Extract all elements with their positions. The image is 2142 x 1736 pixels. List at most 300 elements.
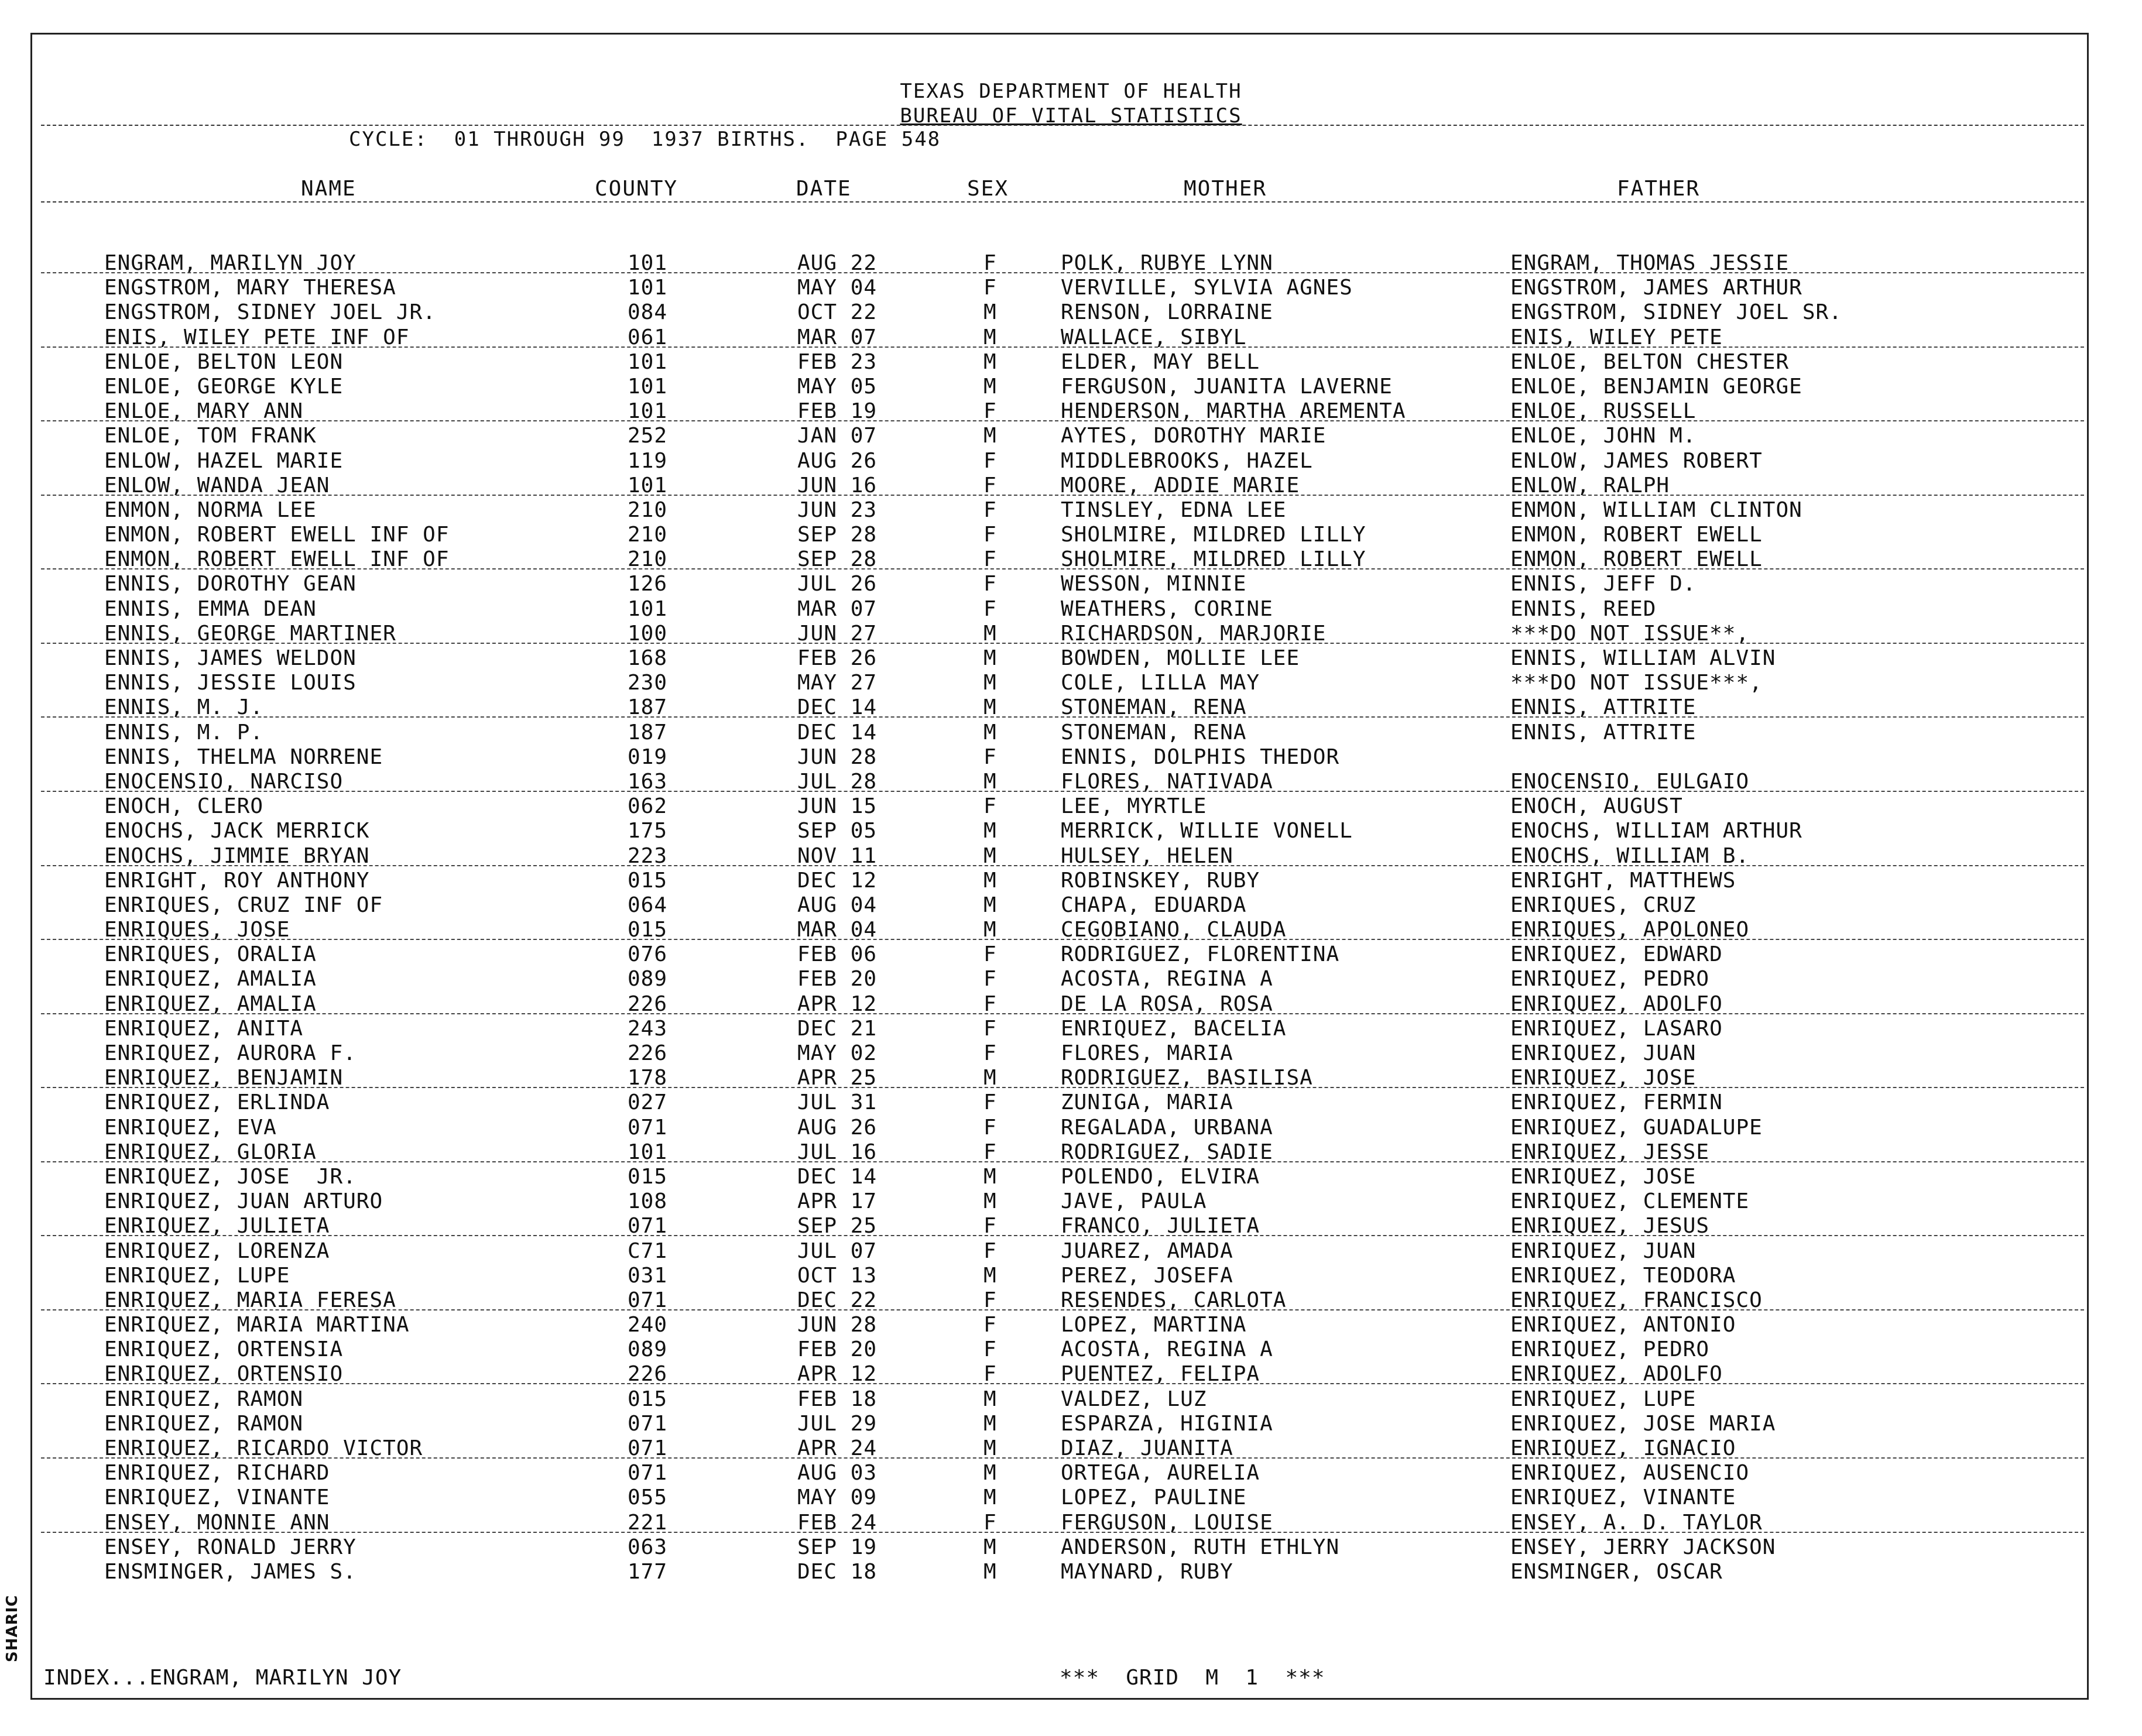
table-row (0, 1437, 2142, 1461)
cell-county: 223 (628, 843, 668, 868)
cell-father: ENLOE, BENJAMIN GEORGE (1510, 374, 1802, 399)
cell-name: ENGSTROM, MARY THERESA (104, 276, 396, 300)
cell-mother: ZUNIGA, MARIA (1061, 1090, 1233, 1115)
cell-sex: M (983, 1066, 997, 1090)
cell-father: ENLOW, JAMES ROBERT (1510, 448, 1763, 473)
cell-mother: REGALADA, URBANA (1061, 1115, 1273, 1140)
column-header-sex: SEX (967, 177, 1009, 201)
cell-date: DEC 14 (797, 720, 878, 745)
cell-date: JUL 26 (797, 572, 878, 596)
cell-mother: COLE, LILLA MAY (1061, 671, 1260, 695)
cell-sex: F (983, 794, 997, 819)
cell-date: FEB 26 (797, 646, 878, 670)
cell-date: SEP 28 (797, 547, 878, 572)
cell-mother: JAVE, PAULA (1061, 1189, 1207, 1214)
cell-name: ENRIQUEZ, ANITA (104, 1016, 304, 1041)
cell-sex: M (983, 646, 997, 670)
cell-mother: TINSLEY, EDNA LEE (1061, 498, 1287, 522)
cell-date: JUN 16 (797, 473, 878, 498)
cell-name: ENNIS, EMMA DEAN (104, 596, 317, 621)
cell-mother: POLK, RUBYE LYNN (1061, 251, 1273, 275)
cell-father: ENRIQUEZ, JUAN (1510, 1041, 1697, 1065)
cell-father: ENRIQUEZ, ADOLFO (1510, 1362, 1723, 1387)
cell-date: FEB 19 (797, 399, 878, 424)
cell-name: ENLOE, MARY ANN (104, 399, 304, 424)
table-row (0, 770, 2142, 795)
cell-name: ENRIQUEZ, JOSE JR. (104, 1164, 357, 1189)
cell-name: ENRIQUEZ, AURORA F. (104, 1041, 357, 1065)
table-row (0, 894, 2142, 918)
table-row (0, 622, 2142, 647)
cell-county: 062 (628, 794, 668, 819)
cell-father: ENGSTROM, SIDNEY JOEL SR. (1510, 300, 1842, 325)
column-header-rule (41, 201, 2084, 203)
table-row (0, 696, 2142, 721)
table-row (0, 1313, 2142, 1338)
cell-father: ENLOW, RALPH (1510, 473, 1670, 498)
cell-mother: ANDERSON, RUTH ETHLYN (1061, 1535, 1340, 1559)
cell-father: ENSEY, A. D. TAYLOR (1510, 1510, 1763, 1535)
cell-sex: M (983, 769, 997, 794)
grid-footer: *** GRID M 1 *** (1060, 1666, 1325, 1690)
cell-county: 226 (628, 1041, 668, 1065)
table-row (0, 1338, 2142, 1363)
cell-mother: FLORES, NATIVADA (1061, 769, 1273, 794)
cell-county: 163 (628, 769, 668, 794)
cell-date: MAY 05 (797, 374, 878, 399)
cell-name: ENRIQUEZ, RAMON (104, 1411, 304, 1436)
cell-date: MAR 04 (797, 918, 878, 942)
cell-mother: CEGOBIANO, CLAUDA (1061, 918, 1287, 942)
cell-father: ENRIQUEZ, TEODORA (1510, 1263, 1736, 1288)
cell-county: 221 (628, 1510, 668, 1535)
cell-county: 064 (628, 893, 668, 917)
cell-county: 226 (628, 1362, 668, 1387)
cell-sex: M (983, 1263, 997, 1288)
table-row (0, 1017, 2142, 1042)
cell-father: ENGSTROM, JAMES ARTHUR (1510, 276, 1802, 300)
table-row (0, 1116, 2142, 1141)
cell-father: ENRIQUEZ, PEDRO (1510, 967, 1710, 991)
table-row (0, 746, 2142, 770)
cell-mother: STONEMAN, RENA (1061, 695, 1247, 720)
cell-mother: RODRIGUEZ, FLORENTINA (1061, 942, 1340, 967)
cell-father: ENNIS, WILLIAM ALVIN (1510, 646, 1776, 670)
cell-mother: RESENDES, CARLOTA (1061, 1288, 1287, 1312)
cell-father: ENOCENSIO, EULGAIO (1510, 769, 1750, 794)
cell-name: ENLOE, TOM FRANK (104, 424, 317, 448)
table-row (0, 523, 2142, 548)
table-row (0, 1141, 2142, 1165)
cell-mother: ACOSTA, REGINA A (1061, 1337, 1273, 1362)
cell-mother: BOWDEN, MOLLIE LEE (1061, 646, 1300, 670)
table-row (0, 671, 2142, 696)
table-row (0, 795, 2142, 819)
table-row (0, 1214, 2142, 1239)
cell-date: DEC 21 (797, 1016, 878, 1041)
cell-name: ENGRAM, MARILYN JOY (104, 251, 357, 275)
cell-father: ENSMINGER, OSCAR (1510, 1559, 1723, 1584)
cell-name: ENRIQUEZ, BENJAMIN (104, 1066, 344, 1090)
cell-date: MAY 09 (797, 1485, 878, 1510)
cell-date: AUG 26 (797, 448, 878, 473)
cell-date: JUN 27 (797, 621, 878, 646)
cell-date: APR 12 (797, 991, 878, 1016)
cell-sex: M (983, 671, 997, 695)
cell-name: ENLOW, WANDA JEAN (104, 473, 330, 498)
cell-sex: M (983, 1485, 997, 1510)
cell-date: MAY 27 (797, 671, 878, 695)
cell-mother: FERGUSON, JUANITA LAVERNE (1061, 374, 1393, 399)
cell-county: 252 (628, 424, 668, 448)
cell-county: 015 (628, 1164, 668, 1189)
cell-date: AUG 22 (797, 251, 878, 275)
cell-mother: HENDERSON, MARTHA AREMENTA (1061, 399, 1406, 424)
cell-name: ENRIQUEZ, MARIA MARTINA (104, 1313, 410, 1337)
table-row (0, 1560, 2142, 1585)
cell-sex: F (983, 572, 997, 596)
cell-mother: WEATHERS, CORINE (1061, 596, 1273, 621)
cell-sex: M (983, 1411, 997, 1436)
cell-county: 015 (628, 868, 668, 893)
cell-father: ENOCHS, WILLIAM ARTHUR (1510, 819, 1802, 843)
cell-name: ENMON, ROBERT EWELL INF OF (104, 523, 450, 547)
cell-name: ENOCH, CLERO (104, 794, 264, 819)
cell-mother: ORTEGA, AURELIA (1061, 1461, 1260, 1485)
cell-sex: F (983, 1337, 997, 1362)
cell-father: ENRIQUEZ, JOSE MARIA (1510, 1411, 1776, 1436)
cell-mother: LOPEZ, MARTINA (1061, 1313, 1247, 1337)
cell-name: ENOCHS, JIMMIE BRYAN (104, 843, 370, 868)
cell-date: JUL 28 (797, 769, 878, 794)
cell-name: ENRIQUEZ, EVA (104, 1115, 277, 1140)
cell-date: SEP 05 (797, 819, 878, 843)
cell-mother: MOORE, ADDIE MARIE (1061, 473, 1300, 498)
bureau-title: BUREAU OF VITAL STATISTICS (900, 104, 1242, 128)
cell-county: 210 (628, 498, 668, 522)
cell-father: ENRIQUEZ, IGNACIO (1510, 1436, 1736, 1460)
cell-sex: F (983, 498, 997, 522)
cell-name: ENSEY, RONALD JERRY (104, 1535, 357, 1559)
cell-name: ENRIQUEZ, ORTENSIO (104, 1362, 344, 1387)
cell-name: ENRIQUEZ, JULIETA (104, 1214, 330, 1238)
cell-father: ENRIQUEZ, PEDRO (1510, 1337, 1710, 1362)
cell-county: 240 (628, 1313, 668, 1337)
cell-sex: M (983, 868, 997, 893)
cell-county: 061 (628, 325, 668, 349)
cell-father: ***DO NOT ISSUE**, (1510, 621, 1750, 646)
cell-name: ENRIQUEZ, ERLINDA (104, 1090, 330, 1115)
cell-sex: F (983, 523, 997, 547)
table-row (0, 598, 2142, 622)
cell-father: ENRIQUEZ, JESUS (1510, 1214, 1710, 1238)
cell-county: 015 (628, 918, 668, 942)
cell-date: AUG 03 (797, 1461, 878, 1485)
cell-name: ENRIQUEZ, GLORIA (104, 1140, 317, 1164)
cell-sex: F (983, 547, 997, 572)
cell-mother: POLENDO, ELVIRA (1061, 1164, 1260, 1189)
cell-sex: M (983, 300, 997, 325)
cell-mother: VALDEZ, LUZ (1061, 1387, 1207, 1411)
cell-mother: DIAZ, JUANITA (1061, 1436, 1233, 1460)
cell-sex: F (983, 1510, 997, 1535)
cell-father: ENNIS, ATTRITE (1510, 720, 1697, 745)
cell-county: 230 (628, 671, 668, 695)
cell-county: 089 (628, 967, 668, 991)
cell-sex: F (983, 473, 997, 498)
cell-mother: RODRIGUEZ, SADIE (1061, 1140, 1273, 1164)
cell-name: ENMON, ROBERT EWELL INF OF (104, 547, 450, 572)
cell-name: ENRIQUEZ, AMALIA (104, 967, 317, 991)
table-row (0, 1190, 2142, 1214)
cell-father: ENRIQUEZ, GUADALUPE (1510, 1115, 1763, 1140)
cell-county: 015 (628, 1387, 668, 1411)
cell-sex: M (983, 1189, 997, 1214)
cell-sex: M (983, 374, 997, 399)
cell-father: ENMON, WILLIAM CLINTON (1510, 498, 1802, 522)
cell-name: ENNIS, JESSIE LOUIS (104, 671, 357, 695)
cell-sex: F (983, 596, 997, 621)
cell-county: 243 (628, 1016, 668, 1041)
cell-date: JUL 07 (797, 1238, 878, 1263)
table-row (0, 326, 2142, 351)
cell-father: ***DO NOT ISSUE***, (1510, 671, 1763, 695)
cell-date: FEB 06 (797, 942, 878, 967)
cell-county: 100 (628, 621, 668, 646)
table-row (0, 819, 2142, 844)
cell-name: ENRIQUEZ, LORENZA (104, 1238, 330, 1263)
cell-name: ENLOW, HAZEL MARIE (104, 448, 344, 473)
table-row (0, 400, 2142, 424)
cell-sex: M (983, 695, 997, 720)
cell-sex: F (983, 448, 997, 473)
cell-date: JUL 16 (797, 1140, 878, 1164)
cell-name: ENRIQUEZ, RICARDO VICTOR (104, 1436, 423, 1460)
cell-date: JUL 29 (797, 1411, 878, 1436)
cell-sex: M (983, 1436, 997, 1460)
cell-county: 071 (628, 1214, 668, 1238)
cell-date: OCT 13 (797, 1263, 878, 1288)
cell-mother: JUAREZ, AMADA (1061, 1238, 1233, 1263)
cell-sex: F (983, 967, 997, 991)
cell-mother: ACOSTA, REGINA A (1061, 967, 1273, 991)
cell-county: 101 (628, 596, 668, 621)
cell-name: ENRIQUEZ, ORTENSIA (104, 1337, 344, 1362)
cell-sex: M (983, 1387, 997, 1411)
cell-sex: F (983, 1090, 997, 1115)
cell-name: ENGSTROM, SIDNEY JOEL JR. (104, 300, 436, 325)
cell-sex: M (983, 893, 997, 917)
cell-sex: F (983, 1362, 997, 1387)
cell-mother: WESSON, MINNIE (1061, 572, 1247, 596)
table-row (0, 474, 2142, 499)
table-row (0, 499, 2142, 523)
cell-date: MAR 07 (797, 596, 878, 621)
cell-name: ENNIS, THELMA NORRENE (104, 745, 383, 769)
cell-sex: M (983, 349, 997, 374)
cell-date: DEC 14 (797, 1164, 878, 1189)
cell-mother: MIDDLEBROOKS, HAZEL (1061, 448, 1313, 473)
cell-date: JAN 07 (797, 424, 878, 448)
table-row (0, 301, 2142, 325)
table-row (0, 1165, 2142, 1190)
cell-name: ENRIGHT, ROY ANTHONY (104, 868, 370, 893)
cell-date: DEC 12 (797, 868, 878, 893)
cell-county: 101 (628, 1140, 668, 1164)
cell-county: 031 (628, 1263, 668, 1288)
table-row (0, 276, 2142, 301)
cell-father: ENRIQUEZ, ADOLFO (1510, 991, 1723, 1016)
cell-father: ENOCH, AUGUST (1510, 794, 1683, 819)
cell-county: 178 (628, 1066, 668, 1090)
cell-father: ENRIQUEZ, JOSE (1510, 1066, 1697, 1090)
cell-sex: M (983, 843, 997, 868)
cell-county: 071 (628, 1411, 668, 1436)
table-row (0, 1511, 2142, 1536)
table-row (0, 968, 2142, 992)
cell-county: C71 (628, 1238, 668, 1263)
cell-father: ENRIQUES, CRUZ (1510, 893, 1697, 917)
cell-father: ENRIQUEZ, FRANCISCO (1510, 1288, 1763, 1312)
table-row (0, 375, 2142, 400)
cell-county: 071 (628, 1115, 668, 1140)
cell-date: DEC 14 (797, 695, 878, 720)
table-row (0, 647, 2142, 671)
cell-date: SEP 25 (797, 1214, 878, 1238)
cell-father: ENRIQUEZ, JUAN (1510, 1238, 1697, 1263)
cell-mother: STONEMAN, RENA (1061, 720, 1247, 745)
table-row (0, 424, 2142, 449)
cell-father: ENIS, WILEY PETE (1510, 325, 1723, 349)
cell-father: ENRIQUEZ, CLEMENTE (1510, 1189, 1750, 1214)
cell-county: 210 (628, 547, 668, 572)
cycle-line: CYCLE: 01 THROUGH 99 1937 BIRTHS. PAGE 548 (349, 128, 941, 151)
cell-father: ENRIQUEZ, EDWARD (1510, 942, 1723, 967)
column-header-father: FATHER (1617, 177, 1701, 201)
table-row (0, 1091, 2142, 1116)
cell-father: ENOCHS, WILLIAM B. (1510, 843, 1750, 868)
cell-county: 101 (628, 251, 668, 275)
cell-date: AUG 26 (797, 1115, 878, 1140)
cell-sex: F (983, 1313, 997, 1337)
table-row (0, 450, 2142, 474)
cell-sex: F (983, 942, 997, 967)
cell-date: SEP 28 (797, 523, 878, 547)
cell-date: FEB 24 (797, 1510, 878, 1535)
cell-sex: F (983, 1214, 997, 1238)
cell-name: ENSEY, MONNIE ANN (104, 1510, 330, 1535)
cell-name: ENOCHS, JACK MERRICK (104, 819, 370, 843)
cell-sex: M (983, 424, 997, 448)
cell-county: 076 (628, 942, 668, 967)
table-row (0, 943, 2142, 968)
table-row (0, 1536, 2142, 1560)
table-row (0, 1264, 2142, 1289)
column-header-mother: MOTHER (1184, 177, 1267, 201)
cell-sex: M (983, 1461, 997, 1485)
cell-county: 089 (628, 1337, 668, 1362)
cell-father: ENGRAM, THOMAS JESSIE (1510, 251, 1790, 275)
cell-county: 055 (628, 1485, 668, 1510)
cell-name: ENRIQUES, JOSE (104, 918, 290, 942)
cell-name: ENSMINGER, JAMES S. (104, 1559, 357, 1584)
cell-mother: AYTES, DOROTHY MARIE (1061, 424, 1327, 448)
cell-name: ENLOE, GEORGE KYLE (104, 374, 344, 399)
cell-sex: F (983, 991, 997, 1016)
cell-father: ENLOE, BELTON CHESTER (1510, 349, 1790, 374)
cell-mother: ENNIS, DOLPHIS THEDOR (1061, 745, 1340, 769)
cell-date: OCT 22 (797, 300, 878, 325)
cell-mother: WALLACE, SIBYL (1061, 325, 1247, 349)
cell-name: ENNIS, JAMES WELDON (104, 646, 357, 670)
cell-date: JUN 28 (797, 745, 878, 769)
table-row (0, 993, 2142, 1017)
cell-name: ENRIQUES, CRUZ INF OF (104, 893, 383, 917)
cell-name: ENOCENSIO, NARCISO (104, 769, 344, 794)
cell-father: ENLOE, RUSSELL (1510, 399, 1697, 424)
record-list (0, 252, 2142, 1585)
table-row (0, 1066, 2142, 1091)
cell-date: MAY 04 (797, 276, 878, 300)
cell-name: ENNIS, GEORGE MARTINER (104, 621, 396, 646)
cell-name: ENRIQUEZ, MARIA FERESA (104, 1288, 396, 1312)
table-row (0, 869, 2142, 894)
cell-father: ENNIS, REED (1510, 596, 1657, 621)
cell-county: 101 (628, 473, 668, 498)
cell-sex: M (983, 918, 997, 942)
cell-mother: HULSEY, HELEN (1061, 843, 1233, 868)
cell-date: APR 25 (797, 1066, 878, 1090)
cell-name: ENRIQUEZ, VINANTE (104, 1485, 330, 1510)
cell-mother: LOPEZ, PAULINE (1061, 1485, 1247, 1510)
cell-county: 101 (628, 349, 668, 374)
table-row (0, 1388, 2142, 1412)
cell-mother: PEREZ, JOSEFA (1061, 1263, 1233, 1288)
index-footer: INDEX...ENGRAM, MARILYN JOY (43, 1666, 402, 1690)
cell-county: 168 (628, 646, 668, 670)
cell-county: 175 (628, 819, 668, 843)
cell-sex: M (983, 1164, 997, 1189)
cell-father: ENRIQUEZ, ANTONIO (1510, 1313, 1736, 1337)
table-row (0, 351, 2142, 375)
cell-father: ENRIQUEZ, JESSE (1510, 1140, 1710, 1164)
cell-date: FEB 23 (797, 349, 878, 374)
table-row (0, 721, 2142, 746)
cell-mother: DE LA ROSA, ROSA (1061, 991, 1273, 1016)
cell-mother: PUENTEZ, FELIPA (1061, 1362, 1260, 1387)
cell-sex: M (983, 325, 997, 349)
cell-date: MAY 02 (797, 1041, 878, 1065)
cell-father: ENRIQUEZ, AUSENCIO (1510, 1461, 1750, 1485)
cell-sex: M (983, 1535, 997, 1559)
cell-date: SEP 19 (797, 1535, 878, 1559)
column-header-name: NAME (301, 177, 357, 201)
cell-mother: MERRICK, WILLIE VONELL (1061, 819, 1353, 843)
table-row (0, 1042, 2142, 1066)
table-row (0, 1486, 2142, 1511)
cell-mother: CHAPA, EDUARDA (1061, 893, 1247, 917)
cell-county: 063 (628, 1535, 668, 1559)
table-row (0, 1289, 2142, 1313)
cell-father: ENMON, ROBERT EWELL (1510, 523, 1763, 547)
cell-sex: F (983, 1238, 997, 1263)
cell-county: 071 (628, 1436, 668, 1460)
cell-county: 177 (628, 1559, 668, 1584)
header-rule-top (41, 125, 2084, 126)
cell-mother: ELDER, MAY BELL (1061, 349, 1260, 374)
table-row (0, 252, 2142, 276)
cell-mother: RODRIGUEZ, BASILISA (1061, 1066, 1313, 1090)
